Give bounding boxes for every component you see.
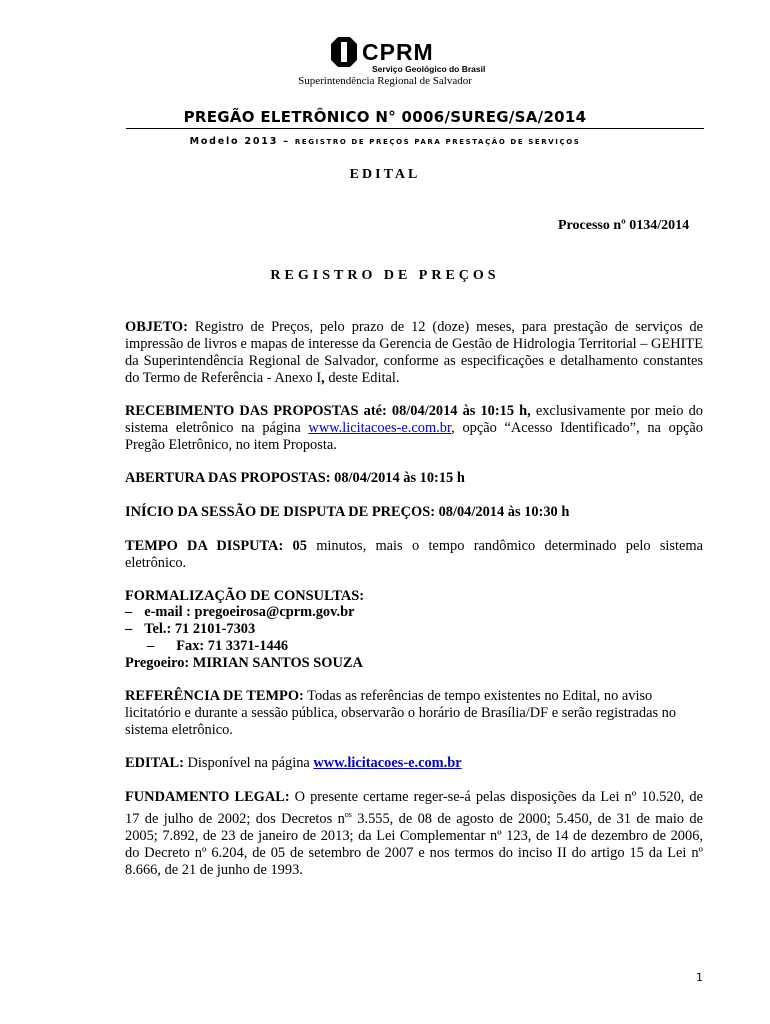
page-number: 1 [696, 971, 703, 984]
objeto-text-end: deste Edital. [324, 370, 400, 386]
modelo-suffix: REGISTRO DE PREÇOS PARA PRESTAÇÃO DE SERVIÇOS [294, 138, 581, 146]
modelo-line [0, 136, 770, 147]
objeto-label: OBJETO: [125, 319, 188, 335]
bullet-dash: – [147, 638, 155, 654]
tempo-label: TEMPO DA DISPUTA: [125, 538, 284, 554]
consultas-tel-line [125, 621, 255, 638]
fundamento-text: O presente certame reger-se-á pelas disposições da Lei nº 10.520, de 17 de julho de 2002; dos Decretos n [125, 789, 703, 827]
consultas-email: e-mail : pregoeirosa@cprm.gov.br [144, 604, 355, 620]
referencia-label: REFERÊNCIA DE TEMPO: [125, 688, 304, 704]
edital-heading: EDITAL [349, 167, 421, 182]
processo-number: Processo nº 0134/2014 [558, 218, 690, 233]
consultas-email-line [125, 604, 355, 621]
inicio-line [125, 504, 569, 521]
objeto-paragraph [125, 319, 703, 387]
abertura-line [125, 470, 465, 487]
objeto-comma: , [321, 370, 325, 386]
modelo-prefix: Modelo 2013 – [189, 136, 290, 147]
recebimento-label: RECEBIMENTO DAS PROPOSTAS até: 08/04/2014 às 10:15 h, [125, 403, 531, 419]
pregoeiro-line [125, 655, 363, 672]
document-title: PREGÃO ELETRÔNICO N° 0006/SUREG/SA/2014 [183, 108, 587, 126]
edital-disp-text: Disponível na página [183, 755, 314, 771]
fundamento-label: FUNDAMENTO LEGAL: [125, 789, 290, 805]
tempo-paragraph [125, 538, 703, 572]
objeto-text: Registro de Preços, pelo prazo de 12 (doze) meses, para prestação de serviços de impressão de livros e mapas de interesse da Gerencia de Gestão de Hidrologia Territorial – GEHITE da Superintendência Regional de Salvador, conforme as especificações e detalhamento constantes do Termo de Referência - Anexo I [125, 319, 703, 386]
referencia-text: Todas as referências de tempo existentes no Edital, no aviso licitatório e durante a sessão pública, observarão o horário de Brasília/DF e serão registradas no sistema eletrônico. [125, 688, 677, 738]
fundamento-sup: os [344, 810, 352, 819]
edital-licitacoes-link[interactable]: www.licitacoes-e.com.br [313, 755, 462, 771]
consultas-heading-text: FORMALIZAÇÃO DE CONSULTAS: [125, 588, 365, 604]
cprm-logo-icon [330, 36, 358, 68]
title-rule [126, 128, 704, 129]
consultas-fax: Fax: 71 3371-1446 [176, 638, 289, 654]
fundamento-paragraph [125, 789, 703, 879]
fundamento-text-end: 3.555, de 08 de agosto de 2000; 5.450, de 31 de maio de 2005; 7.892, de 23 de janeiro de 2013; da Lei Complementar nº 123, de 14 de dezembro de 2006, do Decreto nº 6.204, de 05 de setembro de 2007 e nos termos do inciso II do artigo 15 da Lei nº 8.666, de 21 de junho de 1993. [125, 810, 703, 878]
logo-wordmark: CPRM [362, 39, 434, 65]
edital-disp-label: EDITAL: [125, 755, 184, 771]
edital-disponivel-line [125, 755, 462, 772]
bullet-dash: – [125, 604, 133, 620]
inicio-text: INÍCIO DA SESSÃO DE DISPUTA DE PREÇOS: 08/04/2014 às 10:30 h [125, 504, 570, 520]
consultas-tel: Tel.: 71 2101-7303 [144, 621, 256, 637]
registro-heading: REGISTRO DE PREÇOS [270, 268, 500, 283]
superintendencia-label: Superintendência Regional de Salvador [298, 75, 472, 87]
pregoeiro-text: Pregoeiro: MIRIAN SANTOS SOUZA [125, 655, 363, 671]
logo-subtitle: Serviço Geológico do Brasil [372, 64, 486, 74]
cprm-logo [330, 36, 500, 76]
bullet-dash: – [125, 621, 133, 637]
tempo-value: 05 [283, 538, 307, 554]
referencia-paragraph [125, 688, 703, 739]
consultas-fax-line [125, 638, 288, 655]
recebimento-paragraph [125, 403, 703, 454]
consultas-heading [125, 588, 364, 605]
recebimento-text-end: , opção “Acesso Identificado”, na opção Pregão Eletrônico, no item Proposta. [125, 420, 703, 453]
abertura-text: ABERTURA DAS PROPOSTAS: 08/04/2014 às 10:15 h [125, 470, 465, 486]
licitacoes-link[interactable]: www.licitacoes-e.com.br [308, 420, 452, 436]
recebimento-text: exclusivamente por meio do sistema eletrônico na página [125, 403, 703, 436]
tempo-text: minutos, mais o tempo randômico determinado pelo sistema eletrônico. [125, 538, 703, 571]
